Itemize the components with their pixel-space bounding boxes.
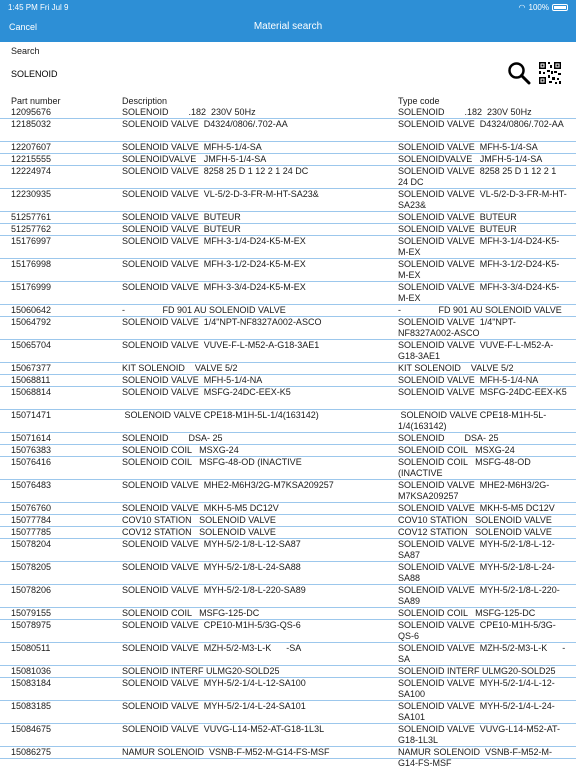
table-row[interactable]	[0, 340, 576, 363]
description-cell: SOLENOID VALVE 1/4"NPT-NF8327A002-ASCO	[122, 317, 322, 327]
table-row[interactable]	[0, 282, 576, 305]
type-code-cell: SOLENOID VALVE VL-5/2-D-3-FR-M-HT-SA23&	[398, 189, 567, 210]
type-code-cell: SOLENOID VALVE MYH-5/2-1/8-L-24-SA88	[398, 562, 555, 583]
table-row[interactable]	[0, 142, 576, 154]
part-number-cell: 15078205	[11, 562, 52, 572]
part-number-cell: 15081036	[11, 666, 52, 676]
part-number-cell: 15067377	[11, 363, 52, 373]
type-code-cell: SOLENOID COIL MSXG-24	[398, 445, 515, 455]
table-body	[0, 107, 576, 768]
description-cell: SOLENOID VALVE MHE2-M6H3/2G-M7KSA209257	[122, 480, 334, 490]
part-number-cell: 15086275	[11, 747, 52, 757]
type-code-cell: SOLENOID VALVE MZH-5/2-M3-L-K -SA	[398, 643, 566, 664]
table-header	[0, 95, 576, 107]
table-row[interactable]	[0, 224, 576, 236]
table-row[interactable]	[0, 166, 576, 189]
type-code-cell: KIT SOLENOID VALVE 5/2	[398, 363, 514, 373]
description-cell: SOLENOID VALVE BUTEUR	[122, 224, 241, 234]
type-code-cell: SOLENOID VALVE MHE2-M6H3/2G-M7KSA209257	[398, 480, 550, 501]
type-code-cell: SOLENOID VALVE MYH-5/2-1/8-L-12-SA87	[398, 539, 555, 560]
search-label: Search	[11, 46, 40, 56]
type-code-cell: SOLENOID COIL MSFG-48-OD (INACTIVE	[398, 457, 534, 478]
part-number-cell: 15064792	[11, 317, 52, 327]
part-number-cell: 15077785	[11, 527, 52, 537]
table-row[interactable]	[0, 480, 576, 503]
description-cell: NAMUR SOLENOID VSNB-F-M52-M-G14-FS-MSF	[122, 747, 330, 757]
table-row[interactable]	[0, 539, 576, 562]
part-number-cell: 15078206	[11, 585, 52, 595]
type-code-cell: - FD 901 AU SOLENOID VALVE	[398, 305, 562, 315]
part-number-cell: 15079155	[11, 608, 52, 618]
description-cell: COV10 STATION SOLENOID VALVE	[122, 515, 276, 525]
type-code-cell: SOLENOID VALVE VUVE-F-L-M52-A-G18-3AE1	[398, 340, 554, 361]
part-number-cell: 15076760	[11, 503, 52, 513]
description-cell: SOLENOID COIL MSFG-125-DC	[122, 608, 260, 618]
type-code-cell: SOLENOID VALVE MKH-5-M5 DC12V	[398, 503, 555, 513]
type-code-cell: SOLENOID INTERF ULMG20-SOLD25	[398, 666, 556, 676]
description-cell: SOLENOID INTERF ULMG20-SOLD25	[122, 666, 280, 676]
description-cell: SOLENOID VALVE MSFG-24DC-EEX-K5	[122, 387, 291, 397]
header-description: Description	[122, 96, 168, 106]
table-row[interactable]	[0, 620, 576, 643]
description-cell: SOLENOID VALVE MFH-5-1/4-NA	[122, 375, 263, 385]
type-code-cell: SOLENOID VALVE MFH-3-1/2-D24-K5-M-EX	[398, 259, 560, 280]
table-row[interactable]	[0, 154, 576, 166]
table-row[interactable]	[0, 724, 576, 747]
description-cell: SOLENOID VALVE MFH-3-3/4-D24-K5-M-EX	[122, 282, 306, 292]
table-row[interactable]	[0, 387, 576, 410]
type-code-cell: COV12 STATION SOLENOID VALVE	[398, 527, 552, 537]
description-cell: SOLENOID .182 230V 50Hz	[122, 107, 256, 117]
description-cell: SOLENOID VALVE BUTEUR	[122, 212, 241, 222]
part-number-cell: 15084675	[11, 724, 52, 734]
type-code-cell: COV10 STATION SOLENOID VALVE	[398, 515, 552, 525]
part-number-cell: 15060642	[11, 305, 52, 315]
table-row[interactable]	[0, 119, 576, 142]
table-row[interactable]	[0, 363, 576, 375]
results-table	[0, 95, 576, 768]
description-cell: - FD 901 AU SOLENOID VALVE	[122, 305, 286, 315]
table-row[interactable]	[0, 562, 576, 585]
part-number-cell: 15176999	[11, 282, 52, 292]
part-number-cell: 15071614	[11, 433, 52, 443]
table-row[interactable]	[0, 317, 576, 340]
description-cell: SOLENOID VALVE MYH-5/2-1/4-L-24-SA101	[122, 701, 306, 711]
description-cell: SOLENOID VALVE MKH-5-M5 DC12V	[122, 503, 279, 513]
table-row[interactable]	[0, 608, 576, 620]
table-row[interactable]	[0, 212, 576, 224]
part-number-cell: 51257762	[11, 224, 52, 234]
table-row[interactable]	[0, 236, 576, 259]
table-row[interactable]	[0, 747, 576, 768]
description-cell: SOLENOID VALVE CPE18-M1H-5L-1/4(163142)	[122, 410, 319, 420]
table-row[interactable]	[0, 189, 576, 212]
type-code-cell: SOLENOID VALVE MFH-5-1/4-NA	[398, 375, 539, 385]
description-cell: SOLENOID COIL MSFG-48-OD (INACTIVE	[122, 457, 302, 467]
part-number-cell: 12230935	[11, 189, 52, 199]
part-number-cell: 15068814	[11, 387, 52, 397]
part-number-cell: 15076383	[11, 445, 52, 455]
table-row[interactable]	[0, 678, 576, 701]
table-row[interactable]	[0, 457, 576, 480]
type-code-cell: SOLENOIDVALVE JMFH-5-1/4-SA	[398, 154, 543, 164]
type-code-cell: SOLENOID VALVE CPE18-M1H-5L-1/4(163142)	[398, 410, 547, 431]
type-code-cell: SOLENOID VALVE VUVG-L14-M52-AT-G18-1L3L	[398, 724, 561, 745]
description-cell: SOLENOID VALVE MZH-5/2-M3-L-K -SA	[122, 643, 302, 653]
part-number-cell: 12224974	[11, 166, 52, 176]
part-number-cell: 15080511	[11, 643, 51, 653]
search-input[interactable]	[11, 69, 491, 79]
description-cell: SOLENOID VALVE MFH-3-1/2-D24-K5-M-EX	[122, 259, 306, 269]
nav-bar	[0, 14, 576, 42]
type-code-cell: SOLENOID DSA- 25	[398, 433, 499, 443]
description-cell: SOLENOID VALVE 8258 25 D 1 12 2 1 24 DC	[122, 166, 309, 176]
table-row[interactable]	[0, 515, 576, 527]
part-number-cell: 51257761	[11, 212, 52, 222]
search-icon	[507, 61, 531, 85]
description-cell: SOLENOID COIL MSXG-24	[122, 445, 239, 455]
battery-icon	[552, 4, 568, 11]
type-code-cell: SOLENOID COIL MSFG-125-DC	[398, 608, 536, 618]
search-button[interactable]	[507, 61, 531, 85]
description-cell: SOLENOID VALVE MFH-5-1/4-SA	[122, 142, 262, 152]
cancel-button[interactable]: Cancel	[9, 22, 38, 32]
type-code-cell: SOLENOID VALVE D4324/0806/.702-AA	[398, 119, 564, 129]
battery-percent: 100%	[528, 3, 549, 12]
type-code-cell: SOLENOID VALVE MYH-5/2-1/4-L-12-SA100	[398, 678, 555, 699]
type-code-cell: SOLENOID VALVE MYH-5/2-1/8-L-220-SA89	[398, 585, 560, 606]
description-cell: SOLENOID VALVE VUVG-L14-M52-AT-G18-1L3L	[122, 724, 325, 734]
description-cell: SOLENOIDVALVE JMFH-5-1/4-SA	[122, 154, 267, 164]
table-row[interactable]	[0, 433, 576, 445]
table-row[interactable]	[0, 107, 576, 119]
description-cell: SOLENOID VALVE MYH-5/2-1/8-L-220-SA89	[122, 585, 306, 595]
table-row[interactable]	[0, 259, 576, 282]
type-code-cell: SOLENOID VALVE CPE10-M1H-5/3G-QS-6	[398, 620, 556, 641]
type-code-cell: SOLENOID VALVE 8258 25 D 1 12 2 1 24 DC	[398, 166, 559, 187]
qr-code-icon	[538, 61, 562, 85]
type-code-cell: SOLENOID VALVE MFH-5-1/4-SA	[398, 142, 538, 152]
status-time: 1:45 PM Fri Jul 9	[8, 3, 69, 12]
part-number-cell: 15176998	[11, 259, 52, 269]
part-number-cell: 15076416	[11, 457, 52, 467]
part-number-cell: 12185032	[11, 119, 52, 129]
part-number-cell: 15077784	[11, 515, 52, 525]
type-code-cell: SOLENOID VALVE MYH-5/2-1/4-L-24-SA101	[398, 701, 555, 722]
part-number-cell: 12215555	[11, 154, 52, 164]
part-number-cell: 15071471	[11, 410, 52, 420]
table-row[interactable]	[0, 410, 576, 433]
part-number-cell: 15068811	[11, 375, 51, 385]
status-bar	[0, 0, 576, 14]
description-cell: SOLENOID VALVE CPE10-M1H-5/3G-QS-6	[122, 620, 301, 630]
type-code-cell: SOLENOID VALVE 1/4"NPT-NF8327A002-ASCO	[398, 317, 516, 338]
description-cell: COV12 STATION SOLENOID VALVE	[122, 527, 276, 537]
description-cell: SOLENOID VALVE VL-5/2-D-3-FR-M-HT-SA23&	[122, 189, 319, 199]
table-row[interactable]	[0, 375, 576, 387]
wifi-icon: ◠	[518, 3, 526, 12]
part-number-cell: 12095676	[11, 107, 52, 117]
description-cell: SOLENOID VALVE D4324/0806/.702-AA	[122, 119, 288, 129]
description-cell: SOLENOID DSA- 25	[122, 433, 223, 443]
table-row[interactable]	[0, 643, 576, 666]
part-number-cell: 15076483	[11, 480, 52, 490]
header-type-code: Type code	[398, 96, 440, 106]
description-cell: SOLENOID VALVE MFH-3-1/4-D24-K5-M-EX	[122, 236, 306, 246]
table-row[interactable]	[0, 503, 576, 515]
part-number-cell: 15083185	[11, 701, 52, 711]
table-row[interactable]	[0, 585, 576, 608]
part-number-cell: 12207607	[11, 142, 52, 152]
page-title: Material search	[253, 21, 323, 32]
table-row[interactable]	[0, 666, 576, 678]
part-number-cell: 15078204	[11, 539, 52, 549]
status-indicators	[519, 3, 568, 12]
description-cell: SOLENOID VALVE MYH-5/2-1/8-L-12-SA87	[122, 539, 301, 549]
part-number-cell: 15083184	[11, 678, 52, 688]
type-code-cell: NAMUR SOLENOID VSNB-F-M52-M-G14-FS-MSF	[398, 747, 553, 768]
description-cell: SOLENOID VALVE VUVE-F-L-M52-A-G18-3AE1	[122, 340, 320, 350]
type-code-cell: SOLENOID VALVE MFH-3-1/4-D24-K5-M-EX	[398, 236, 560, 257]
type-code-cell: SOLENOID VALVE MFH-3-3/4-D24-K5-M-EX	[398, 282, 560, 303]
table-row[interactable]	[0, 305, 576, 317]
table-row[interactable]	[0, 701, 576, 724]
type-code-cell: SOLENOID VALVE BUTEUR	[398, 212, 517, 222]
type-code-cell: SOLENOID VALVE MSFG-24DC-EEX-K5	[398, 387, 567, 397]
description-cell: SOLENOID VALVE MYH-5/2-1/8-L-24-SA88	[122, 562, 301, 572]
table-row[interactable]	[0, 445, 576, 457]
part-number-cell: 15176997	[11, 236, 52, 246]
part-number-cell: 15065704	[11, 340, 52, 350]
type-code-cell: SOLENOID VALVE BUTEUR	[398, 224, 517, 234]
type-code-cell: SOLENOID .182 230V 50Hz	[398, 107, 532, 117]
description-cell: KIT SOLENOID VALVE 5/2	[122, 363, 238, 373]
description-cell: SOLENOID VALVE MYH-5/2-1/4-L-12-SA100	[122, 678, 306, 688]
part-number-cell: 15078975	[11, 620, 52, 630]
header-part-number: Part number	[11, 96, 61, 106]
qr-scan-button[interactable]	[538, 61, 562, 85]
table-row[interactable]	[0, 527, 576, 539]
